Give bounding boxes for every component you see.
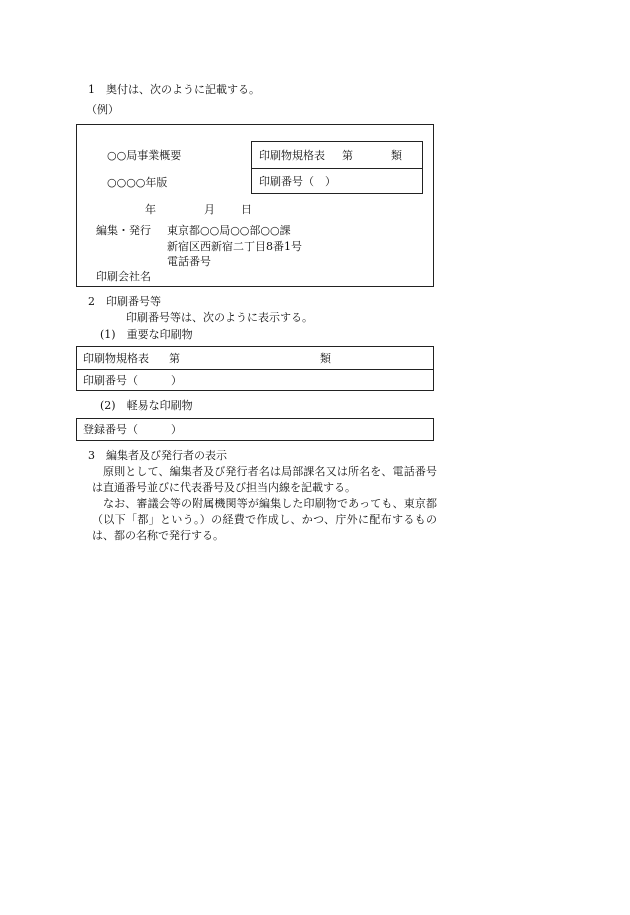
important-ordinal: 第 — [169, 352, 180, 365]
date-day: 日 — [241, 203, 252, 216]
section2-intro: 印刷番号等は、次のように表示する。 — [126, 311, 313, 324]
spec-ordinal: 第 — [342, 149, 353, 162]
publisher-dept: 東京都○○局○○部○○課 — [167, 224, 291, 237]
spec-box-row1 — [252, 142, 422, 169]
important-spec-table — [76, 346, 434, 391]
important-label: (1) 重要な印刷物 — [100, 328, 193, 341]
spec-box — [251, 141, 423, 194]
section3-heading: 3 編集者及び発行者の表示 — [88, 449, 227, 462]
publisher-label: 編集・発行 — [96, 224, 151, 237]
section2-heading: 2 印刷番号等 — [88, 295, 161, 308]
printer-label: 印刷会社名 — [96, 270, 151, 283]
overview-title: ○○局事業概要 — [107, 149, 182, 162]
important-class: 類 — [320, 352, 331, 365]
important-row1 — [77, 347, 433, 370]
important-spec-label: 印刷物規格表 — [83, 352, 149, 365]
section3-paragraph2: なお、審議会等の附属機関等が編集した印刷物であっても、東京都（以下「都」という。）の経費で作成し、かつ、庁外に配布するものは、都の名称で発行する。 — [92, 497, 437, 542]
example-label: （例） — [86, 103, 119, 116]
publisher-phone: 電話番号 — [167, 255, 211, 268]
spec-table-label: 印刷物規格表 — [259, 149, 325, 162]
important-print-number: 印刷番号（ ） — [83, 374, 182, 387]
date-month: 月 — [204, 203, 215, 216]
colophon-example-frame — [76, 124, 434, 287]
section3-paragraph1: 原則として、編集者及び発行者名は局部課名又は所名を、電話番号は直通番号並びに代表番号及び担当内線を記載する。 — [92, 465, 437, 494]
minor-label: (2) 軽易な印刷物 — [100, 399, 193, 412]
print-number: 印刷番号（ ） — [259, 175, 336, 188]
section1-heading: 1 奥付は、次のように記載する。 — [88, 83, 260, 96]
registration-number: 登録番号（ ） — [83, 423, 182, 436]
date-year: 年 — [145, 203, 156, 216]
spec-class: 類 — [391, 149, 402, 162]
minor-registration-table — [76, 418, 434, 441]
edition-year: ○○○○年版 — [107, 176, 168, 189]
publisher-address: 新宿区西新宿二丁目8番1号 — [167, 240, 302, 253]
